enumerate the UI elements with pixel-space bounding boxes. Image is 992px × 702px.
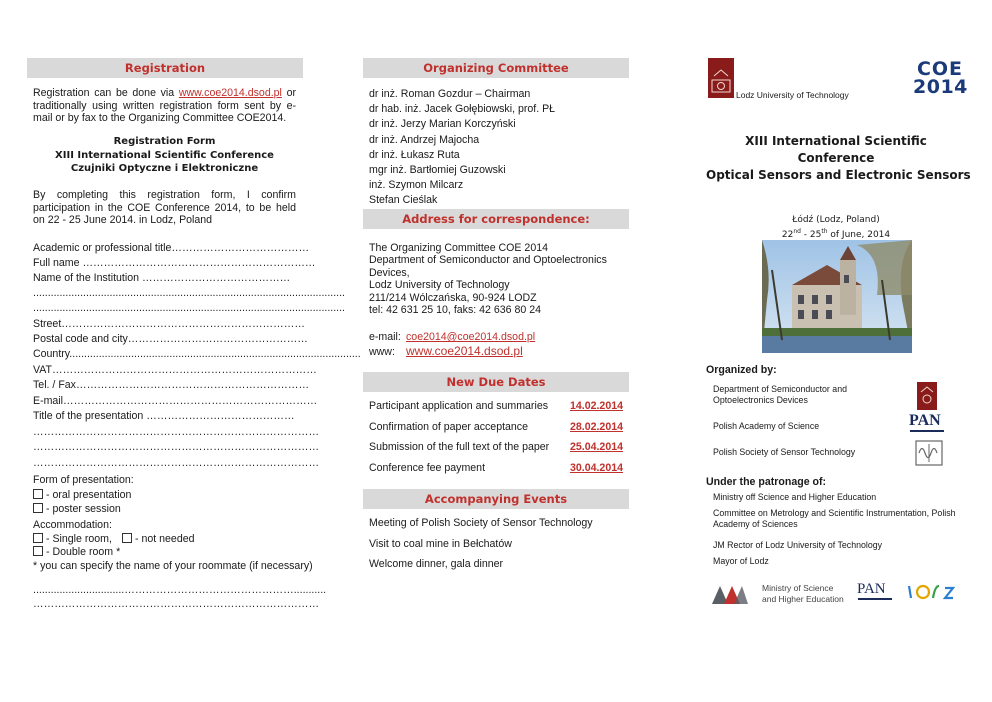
form-title-line-2: XIII International Scientific Conference — [55, 149, 274, 161]
due-date-row — [369, 462, 623, 474]
event-item: Welcome dinner, gala dinner — [369, 558, 504, 570]
ministry-logo-line-2: and Higher Education — [762, 593, 844, 604]
committee-member: dr hab. inż. Jacek Gołębiowski, prof. PŁ — [369, 103, 556, 116]
committee-member: mgr inż. Bartłomiej Guzowski — [369, 164, 506, 177]
address-line: 211/214 Wólczańska, 90-924 LODZ — [369, 291, 537, 304]
sensor-society-logo — [915, 440, 943, 466]
field-institution-line-2[interactable]: .......................................................................................................... — [33, 287, 345, 299]
department-emblem-icon — [917, 382, 937, 410]
committee-list — [369, 87, 555, 209]
field-full-name[interactable]: Full name ………………………………………………………… — [33, 257, 316, 269]
due-date-row — [369, 421, 623, 433]
date-mid: - 25 — [800, 230, 822, 240]
option-oral[interactable] — [33, 489, 131, 502]
www-label: www: — [369, 346, 395, 358]
field-presentation-title[interactable]: Title of the presentation …………………………………… — [33, 410, 295, 422]
roommate-note: * you can specify the name of your roommate (if necessary) — [33, 560, 313, 572]
field-vat[interactable]: VAT………………………………………………………………… — [33, 364, 317, 376]
lodz-city-emblem-icon — [905, 580, 957, 604]
roommate-line-2[interactable]: ……………………………………………………………………… — [33, 598, 320, 610]
coe-2014-logo — [913, 60, 967, 96]
www-link[interactable]: www.coe2014.dsod.pl — [406, 344, 523, 358]
conference-title-line-2: Conference — [797, 151, 875, 165]
patron-item: Committee on Metrology and Scientific Instrumentation, Polish Academy of Sciences — [713, 508, 956, 529]
field-presentation-line-2[interactable]: ……………………………………………………………………… — [33, 426, 320, 438]
due-date-value: 25.04.2014 — [569, 441, 623, 453]
conference-place-date — [706, 214, 966, 241]
ministry-emblem-icon — [712, 582, 748, 606]
pan-logo-underline — [910, 430, 944, 432]
address-line: Lodz University of Technology — [369, 279, 510, 292]
option-single-room[interactable] — [33, 533, 112, 546]
registration-confirm-text: By completing this registration form, I confirm participation in the COE Conference 2014, to be held on 22 - 25 June 2014. in Lodz, Poland — [33, 189, 296, 227]
address-heading: Address for correspondence: — [363, 209, 629, 229]
registration-heading: Registration — [27, 58, 303, 78]
registration-intro — [33, 87, 296, 125]
poster-label: - poster session — [46, 503, 121, 515]
due-date-row — [369, 400, 623, 412]
single-room-checkbox[interactable] — [33, 533, 43, 543]
conference-place: Łódź (Lodz, Poland) — [792, 215, 880, 225]
registration-website-link[interactable]: www.coe2014.dsod.pl — [178, 87, 282, 99]
www-row — [369, 345, 523, 359]
single-room-label: - Single room, — [46, 533, 112, 545]
organizer-item: Polish Academy of Science — [713, 421, 820, 431]
pan-logo-small: PAN — [857, 581, 886, 597]
field-email[interactable]: E-mail……………………………………………………………… — [33, 395, 318, 407]
poster-checkbox[interactable] — [33, 503, 43, 513]
double-room-checkbox[interactable] — [33, 546, 43, 556]
palace-image — [762, 240, 912, 353]
field-country[interactable]: Country................................................................................................... — [33, 348, 361, 360]
events-heading: Accompanying Events — [363, 489, 629, 509]
university-name: Lodz University of Technology — [736, 90, 849, 100]
field-institution-line-3[interactable]: .......................................................................................................... — [33, 302, 345, 314]
email-label: e-mail: — [369, 331, 401, 343]
committee-member: dr inż. Jerzy Marian Korczyński — [369, 118, 516, 131]
organized-by-label: Organized by: — [706, 364, 777, 376]
option-double-room[interactable] — [33, 546, 120, 559]
registration-intro-text-2: or traditionally using written registration form sent by e-mail or by fax to the Organizing Committee COE2014. — [33, 87, 296, 125]
email-link[interactable]: coe2014@coe2014.dsod.pl — [406, 331, 536, 343]
double-room-label: - Double room * — [46, 546, 121, 558]
committee-member: dr inż. Roman Gozdur – Chairman — [369, 88, 531, 100]
due-date-label: Conference fee payment — [369, 462, 486, 474]
due-date-value: 28.02.2014 — [569, 421, 623, 433]
organizer-item: Polish Society of Sensor Technology — [713, 447, 856, 457]
patronage-label: Under the patronage of: — [706, 476, 827, 488]
conference-title-line-3: Optical Sensors and Electronic Sensors — [706, 168, 971, 182]
due-date-label: Confirmation of paper acceptance — [369, 421, 528, 433]
field-title[interactable]: Academic or professional title………………………………… — [33, 242, 310, 254]
address-line: The Organizing Committee COE 2014 — [369, 242, 548, 254]
conference-title — [706, 133, 971, 184]
committee-member: dr inż. Andrzej Majocha — [369, 133, 480, 146]
field-street[interactable]: Street…………………………………………………………… — [33, 318, 305, 330]
date-end-sup: th — [821, 228, 828, 235]
address-line: tel: 42 631 25 10, faks: 42 636 80 24 — [369, 304, 541, 317]
address-block — [369, 242, 607, 316]
field-postal-city[interactable]: Postal code and city…………………………………………… — [33, 333, 308, 345]
university-emblem-icon — [708, 58, 734, 98]
sensor-wave-icon — [915, 440, 943, 466]
form-of-presentation-label: Form of presentation: — [33, 474, 134, 486]
committee-member: Stefan Cieślak — [369, 194, 438, 207]
event-item: Visit to coal mine in Bełchatów — [369, 538, 512, 550]
not-needed-checkbox[interactable] — [122, 533, 132, 543]
due-date-label: Submission of the full text of the paper — [369, 441, 550, 453]
form-title-line-3: Czujniki Optyczne i Elektroniczne — [70, 163, 259, 174]
patron-item: JM Rector of Lodz University of Technology — [713, 540, 883, 550]
committee-member: dr inż. Łukasz Ruta — [369, 148, 460, 161]
ministry-logo-line-1: Ministry of Science — [762, 583, 834, 593]
due-dates-heading: New Due Dates — [363, 372, 629, 392]
date-start: 22 — [781, 230, 794, 240]
patron-item: Ministry off Science and Higher Education — [713, 492, 877, 502]
organizer-item: Department of Semiconductor and Optoelectronics Devices — [713, 384, 847, 405]
form-title-line-1: Registration Form — [113, 136, 216, 147]
pan-logo: PAN — [909, 412, 941, 429]
email-row — [369, 331, 535, 344]
event-item: Meeting of Polish Society of Sensor Technology — [369, 517, 593, 529]
coe-logo-year: 2014 — [913, 76, 968, 98]
date-end: of June, 2014 — [827, 230, 891, 240]
coe-logo-text: COE — [916, 58, 964, 80]
field-institution[interactable]: Name of the Institution …………………………………… — [33, 272, 291, 284]
option-poster[interactable] — [33, 503, 121, 516]
due-date-row — [369, 441, 623, 453]
date-start-sup: nd — [793, 228, 801, 235]
address-line: Department of Semiconductor and Optoelectronics — [369, 254, 607, 267]
field-tel-fax[interactable]: Tel. / Fax………………………………………………………… — [33, 379, 310, 391]
registration-intro-text: Registration can be done via — [33, 87, 179, 99]
field-presentation-line-3[interactable]: ……………………………………………………………………… — [33, 441, 320, 453]
due-date-value: 14.02.2014 — [569, 400, 623, 412]
lodz-city-logo — [905, 580, 957, 604]
conference-title-line-1: XIII International Scientific — [745, 134, 927, 148]
address-line: Devices, — [369, 266, 410, 279]
oral-label: - oral presentation — [46, 489, 132, 501]
committee-heading: Organizing Committee — [363, 58, 629, 78]
patron-item: Mayor of Lodz — [713, 556, 769, 566]
ministry-logo-text — [762, 583, 844, 604]
not-needed-label: - not needed — [135, 533, 195, 545]
palace-photo — [762, 240, 912, 353]
oral-checkbox[interactable] — [33, 489, 43, 499]
pan-logo-small-underline — [858, 598, 892, 600]
due-date-label: Participant application and summaries — [369, 400, 549, 412]
accommodation-label: Accommodation: — [33, 519, 112, 531]
ministry-logo-mark — [712, 582, 748, 606]
roommate-line-1[interactable]: ...............................…………………………………………........... — [33, 584, 327, 596]
field-presentation-line-4[interactable]: ……………………………………………………………………… — [33, 457, 320, 469]
conference-date — [706, 226, 966, 241]
lodz-university-logo — [708, 58, 734, 98]
option-not-needed[interactable] — [122, 533, 195, 546]
committee-member: inż. Szymon Milcarz — [369, 179, 464, 192]
department-logo — [917, 382, 937, 410]
registration-form-title — [33, 135, 296, 176]
due-date-value: 30.04.2014 — [569, 462, 623, 474]
